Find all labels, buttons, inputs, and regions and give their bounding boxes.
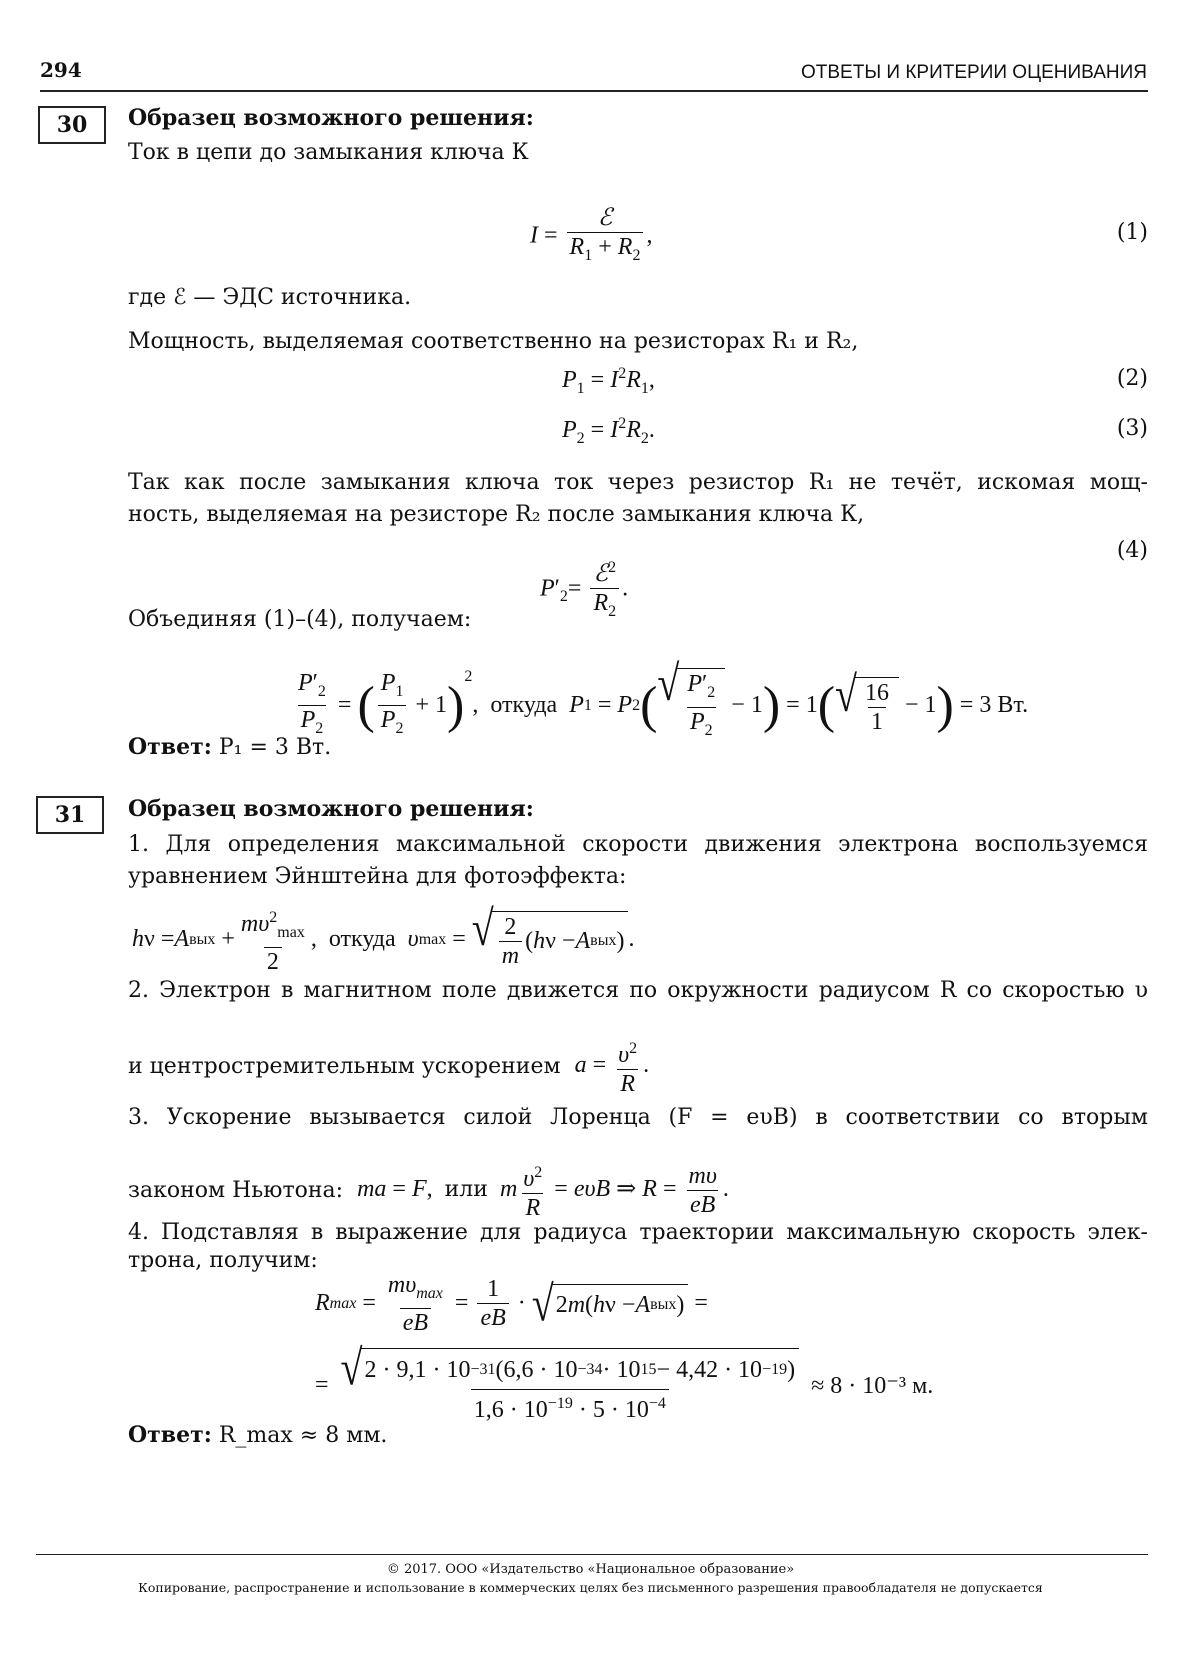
equation-2-number: (2)	[1116, 366, 1148, 391]
otkuda-word-31: откуда	[328, 926, 396, 953]
paragraph-line-2: ность, выделяемая на резисторе R₂ после замыкания ключа К,	[128, 502, 865, 527]
answer-30	[128, 732, 331, 763]
paragraph-line-1: Так как после замыкания ключа ток через резистор R₁ не течёт, искомая мощ-	[128, 470, 1148, 495]
task-30-heading: Образец возможного решения:	[128, 105, 534, 131]
result-30: = 3 Вт.	[959, 692, 1029, 719]
task-31-number: 31	[36, 796, 104, 834]
answer-31-label: Ответ:	[128, 1422, 212, 1448]
step-1-line-2: уравнением Эйнштейна для фотоэффекта:	[128, 864, 627, 889]
einstein-equation: h ν = A вых + $\frac{m\upsilon^2_{max}}{2}$ , откуда υ max = √ $\frac{2}{m}$ ( h ν − A вых ) .	[132, 899, 635, 975]
step-4-line-1: 4. Подставляя в выражение для радиуса траектории максимальную скорость элек-	[128, 1220, 1148, 1245]
step-1-line-1: 1. Для определения максимальной скорости движения электрона воспользуемся	[128, 832, 1148, 857]
step-3-line-2	[128, 1160, 729, 1221]
step-2-line-2	[128, 1036, 649, 1097]
task-31-heading: Образец возможного решения:	[128, 796, 534, 822]
task-30-number: 30	[38, 106, 106, 144]
rmax-equation-2: = √ 2 · 9,1 · 10 −31 (6,6 · 10 −34 · 10 15 − 4,42 · 10 −19 ) $1,6 \cdot 10^{-19} \cdot 5 \cdot 10^{-4}$ ≈ 8 · 10⁻³ м.	[315, 1339, 934, 1423]
task-30-intro: Ток в цепи до замыкания ключа К	[128, 140, 529, 165]
equation-3: $P_2 = I^2R_2$.	[562, 415, 655, 447]
equation-1: I = $\frac{\text{ℰ}}{R_1 + R_2}$ ,	[530, 205, 652, 269]
page-number: 294	[40, 58, 82, 82]
header-rule	[40, 90, 1148, 92]
step-3-line-1: 3. Ускорение вызывается силой Лоренца (F = eυB) в соответствии со вторым	[128, 1105, 1148, 1130]
equation-1-number: (1)	[1116, 220, 1148, 245]
answer-31	[128, 1420, 387, 1451]
footer-copyright: © 2017. ООО «Издательство «Национальное образование»	[386, 1562, 795, 1577]
acceleration-formula: a = $\frac{\upsilon^2}{R}$ .	[574, 1040, 650, 1097]
emf-definition: где ℰ — ЭДС источника.	[128, 285, 412, 310]
step-3-text: законом Ньютона:	[128, 1177, 344, 1203]
answer-30-value: P₁ = 3 Вт.	[218, 735, 332, 760]
newton-formula: ma = F, или m $\frac{\upsilon^2}{R}$ = eυB ⇒ R = $\frac{m\upsilon}{eB}$ .	[357, 1163, 729, 1221]
answer-31-value: R_max ≈ 8 мм.	[218, 1423, 388, 1448]
rmax-equation-1: R max = $\frac{m\upsilon_{max}}{eB}$ = $\frac{1}{eB}$ · √ 2 m ( h ν − A вых ) =	[315, 1272, 708, 1336]
step-2-line-1: 2. Электрон в магнитном поле движется по окружности радиусом R со скоростью υ	[128, 978, 1148, 1003]
step-4-line-2: трона, получим:	[128, 1248, 318, 1273]
equation-4-number: (4)	[1116, 538, 1148, 563]
footer-rule	[36, 1554, 1148, 1555]
answer-30-label: Ответ:	[128, 734, 212, 760]
result-31: ≈ 8 · 10⁻³ м.	[811, 1373, 934, 1399]
combined-equation: $\frac{P'_2}{P_2}$ = ( $\frac{P_1}{P_2}$ + 1 ) $^2$ , откуда P 1 = P 2 ( √ $\frac{P'_2}{P_2}$ − 1 ) = 1 ( √ $\frac{16}{1}$ − 1 ) = 3 Вт.	[292, 668, 1028, 744]
power-text: Мощность, выделяемая соответственно на резисторах R₁ и R₂,	[128, 329, 859, 354]
equation-2: $P_1 = I^2R_1$,	[562, 365, 655, 397]
ili-word: или	[444, 1177, 488, 1203]
equation-4: $P'_2=$ $\frac{ℰ^2}{R_2}$ .	[540, 555, 628, 625]
footer-notice: Копирование, распространение и использование в коммерческих целях без письменного разрешения правообладателя не допускается	[138, 1580, 1043, 1595]
otkuda-word-30: откуда	[490, 692, 558, 719]
section-title: ОТВЕТЫ И КРИТЕРИИ ОЦЕНИВАНИЯ	[800, 62, 1147, 83]
equation-3-number: (3)	[1116, 416, 1148, 441]
step-2-text: и центростремительным ускорением	[128, 1053, 561, 1079]
combine-text: Объединяя (1)–(4), получаем:	[128, 607, 472, 632]
